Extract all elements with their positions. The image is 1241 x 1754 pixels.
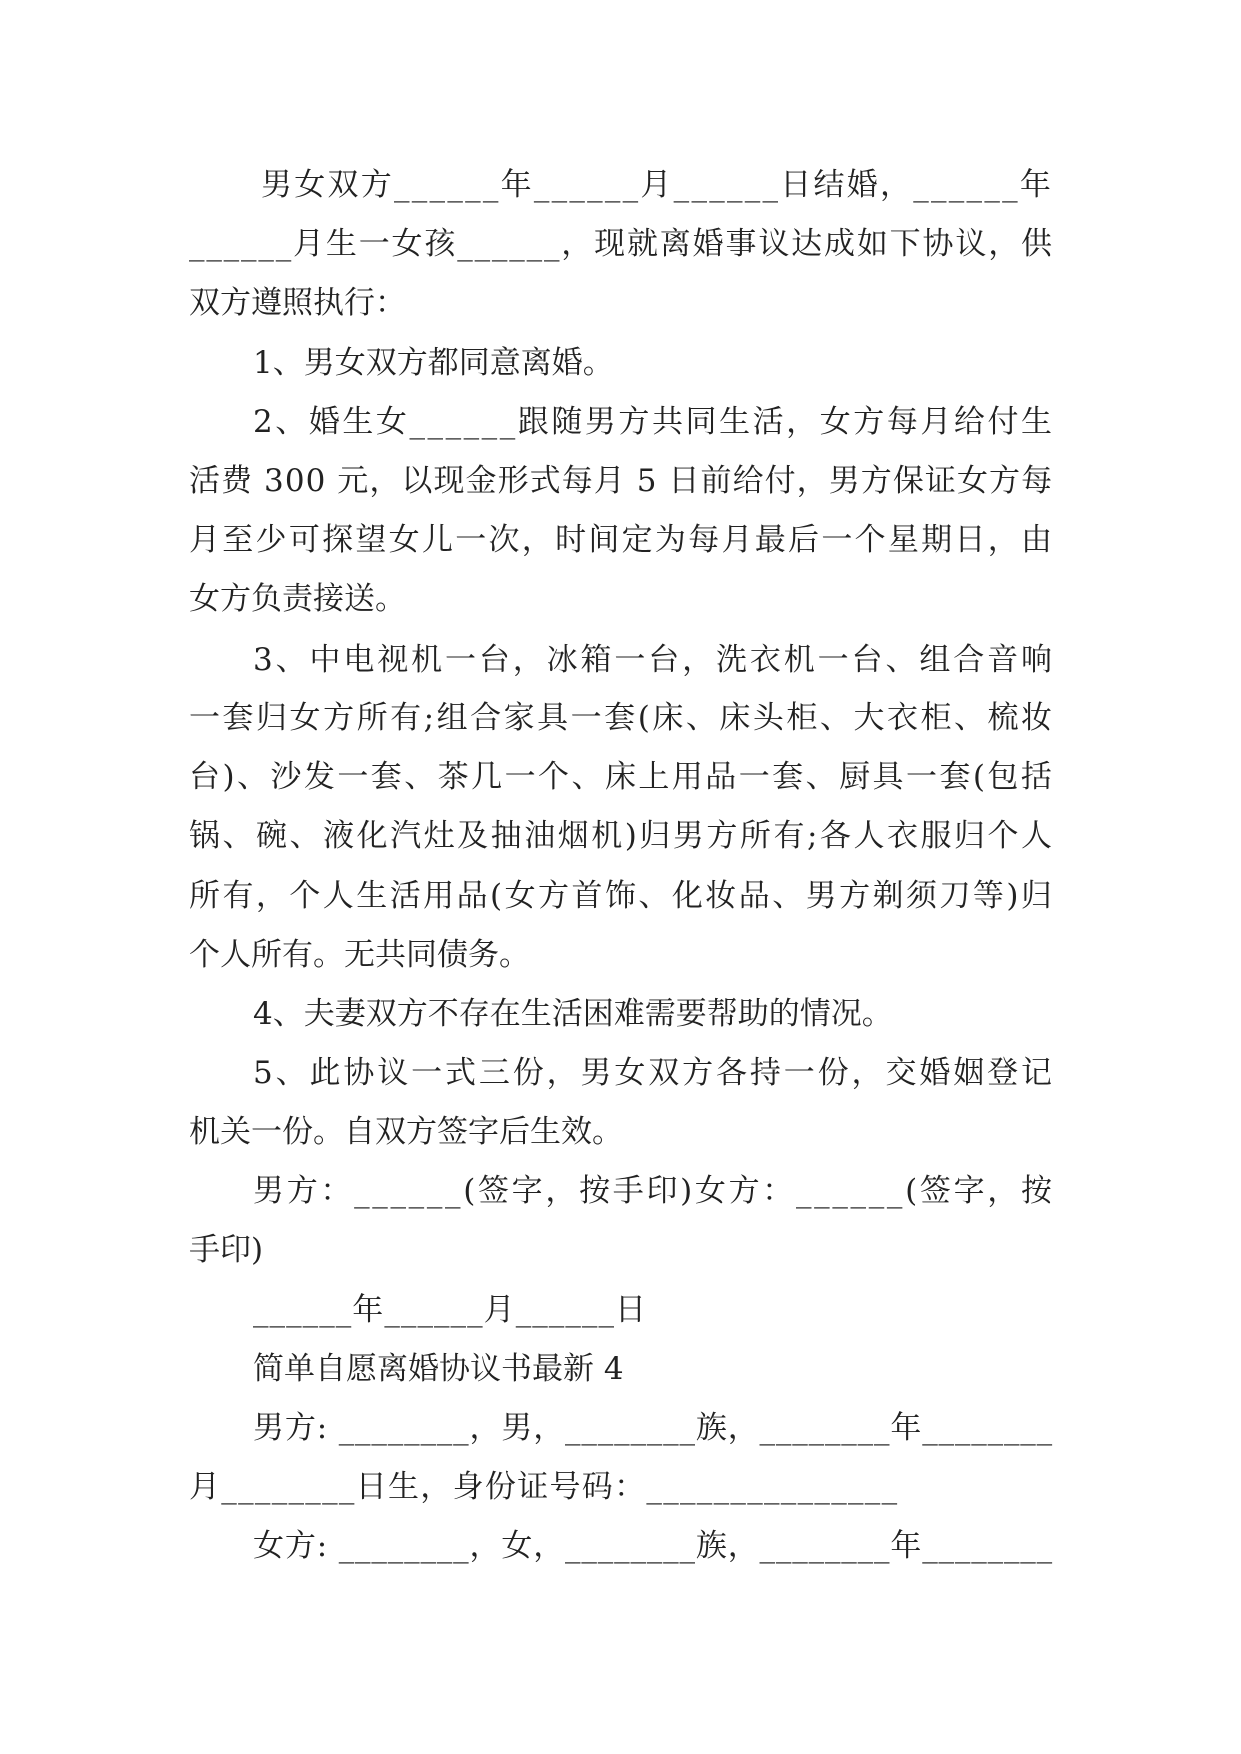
intro-line-1: 男女双方______年______月______日结婚，______年: [261, 167, 1054, 203]
clause-5-line-2: 机关一份。自双方签字后生效。: [189, 1114, 623, 1150]
clause-3-line-2: 一套归女方所有;组合家具一套(床、床头柜、大衣柜、梳妆: [189, 700, 1055, 736]
clause-2-line-1: 2、婚生女______跟随男方共同生活，女方每月给付生: [253, 404, 1055, 440]
male-party-line-2: 月________日生，身份证号码：_______________: [189, 1469, 899, 1505]
clause-2-line-4: 女方负责接送。: [189, 581, 406, 617]
clause-3-line-4: 锅、碗、液化汽灶及抽油烟机)归男方所有;各人衣服归个人: [189, 818, 1055, 854]
clause-4: 4、夫妻双方不存在生活困难需要帮助的情况。: [253, 996, 893, 1032]
clause-3-line-5: 所有，个人生活用品(女方首饰、化妆品、男方剃须刀等)归: [189, 878, 1055, 914]
intro-line-3: 双方遵照执行：: [189, 285, 406, 321]
clause-3-line-6: 个人所有。无共同债务。: [189, 937, 530, 973]
male-party-line-1: 男方: ________，男，________族，________年________: [253, 1410, 1053, 1446]
clause-3-line-3: 台)、沙发一套、茶几一个、床上用品一套、厨具一套(包括: [189, 759, 1055, 795]
clause-2-line-2: 活费 300 元，以现金形式每月 5 日前给付，男方保证女方每: [189, 463, 1054, 499]
date-line: ______年______月______日: [253, 1292, 648, 1328]
intro-line-2: ______月生一女孩______，现就离婚事议达成如下协议，供: [189, 226, 1054, 262]
signature-line-1: 男方：______(签字，按手印)女方：______(签字，按: [253, 1173, 1055, 1209]
agreement-4-title: 简单自愿离婚协议书最新 4: [253, 1351, 624, 1387]
clause-5-line-1: 5、此协议一式三份，男女双方各持一份，交婚姻登记: [253, 1055, 1055, 1091]
female-party-line-1: 女方: ________，女，________族，________年________: [253, 1528, 1053, 1564]
clause-1: 1、男女双方都同意离婚。: [253, 345, 614, 381]
clause-3-line-1: 3、中电视机一台，冰箱一台，洗衣机一台、组合音响: [253, 642, 1055, 678]
clause-2-line-3: 月至少可探望女儿一次，时间定为每月最后一个星期日，由: [189, 522, 1055, 558]
signature-line-2: 手印): [189, 1232, 264, 1268]
